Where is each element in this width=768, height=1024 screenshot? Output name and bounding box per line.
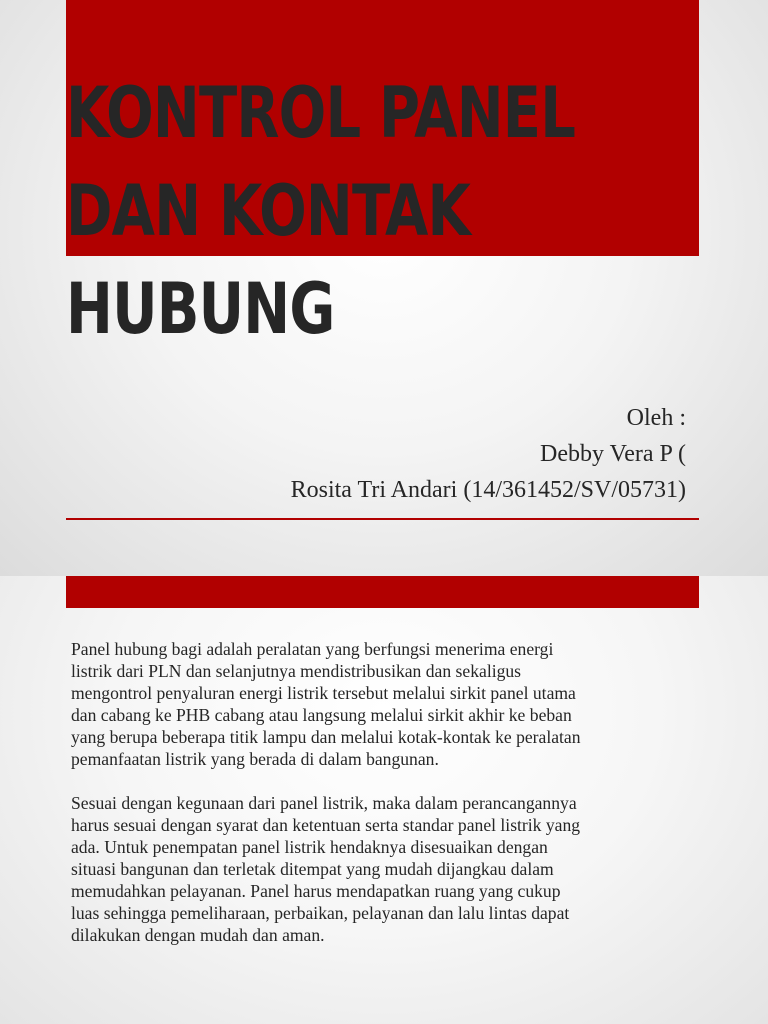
paragraph-line: mengontrol penyaluran energi listrik tersebut melalui sirkit panel utama [71, 683, 576, 703]
paragraph-line: situasi bangunan dan terletak ditempat yang mudah dijangkau dalam [71, 859, 554, 879]
author-name-2: Rosita Tri Andari (14/361452/SV/05731) [290, 477, 686, 503]
divider-rule [66, 518, 699, 520]
content-red-band [66, 576, 699, 608]
paragraph-line: harus sesuai dengan syarat dan ketentuan serta standar panel listrik yang [71, 815, 581, 835]
paragraph-line: listrik dari PLN dan selanjutnya mendistribusikan dan sekaligus [71, 661, 522, 681]
author-label: Oleh : [626, 405, 686, 431]
paragraph-line: luas sehingga pemeliharaan, perbaikan, pelayanan dan lalu lintas dapat [71, 903, 570, 923]
paragraph-line: yang berupa beberapa titik lampu dan melalui kotak-kontak ke peralatan [71, 727, 581, 747]
paragraph-line: dan cabang ke PHB cabang atau langsung melalui sirkit akhir ke beban [71, 705, 572, 725]
title-line-3: HUBUNG [66, 268, 335, 350]
paragraph-2 [71, 792, 721, 946]
paragraph-line: dilakukan dengan mudah dan aman. [71, 925, 325, 945]
paragraph-line: Panel hubung bagi adalah peralatan yang berfungsi menerima energi [71, 639, 554, 659]
title-line-1: KONTROL PANEL [66, 72, 576, 154]
slide-title [66, 64, 618, 358]
paragraph-line: memudahkan pelayanan. Panel harus mendapatkan ruang yang cukup [71, 881, 561, 901]
title-line-2: DAN KONTAK [66, 170, 471, 252]
author-block [66, 400, 686, 508]
paragraph-1 [71, 638, 721, 770]
paragraph-line: ada. Untuk penempatan panel listrik hendaknya disesuaikan dengan [71, 837, 548, 857]
author-name-1: Debby Vera P ( [540, 441, 686, 467]
content-slide [0, 576, 768, 1024]
body-text [71, 638, 721, 968]
paragraph-line: Sesuai dengan kegunaan dari panel listrik, maka dalam perancangannya [71, 793, 577, 813]
paragraph-line: pemanfaatan listrik yang berada di dalam bangunan. [71, 749, 439, 769]
